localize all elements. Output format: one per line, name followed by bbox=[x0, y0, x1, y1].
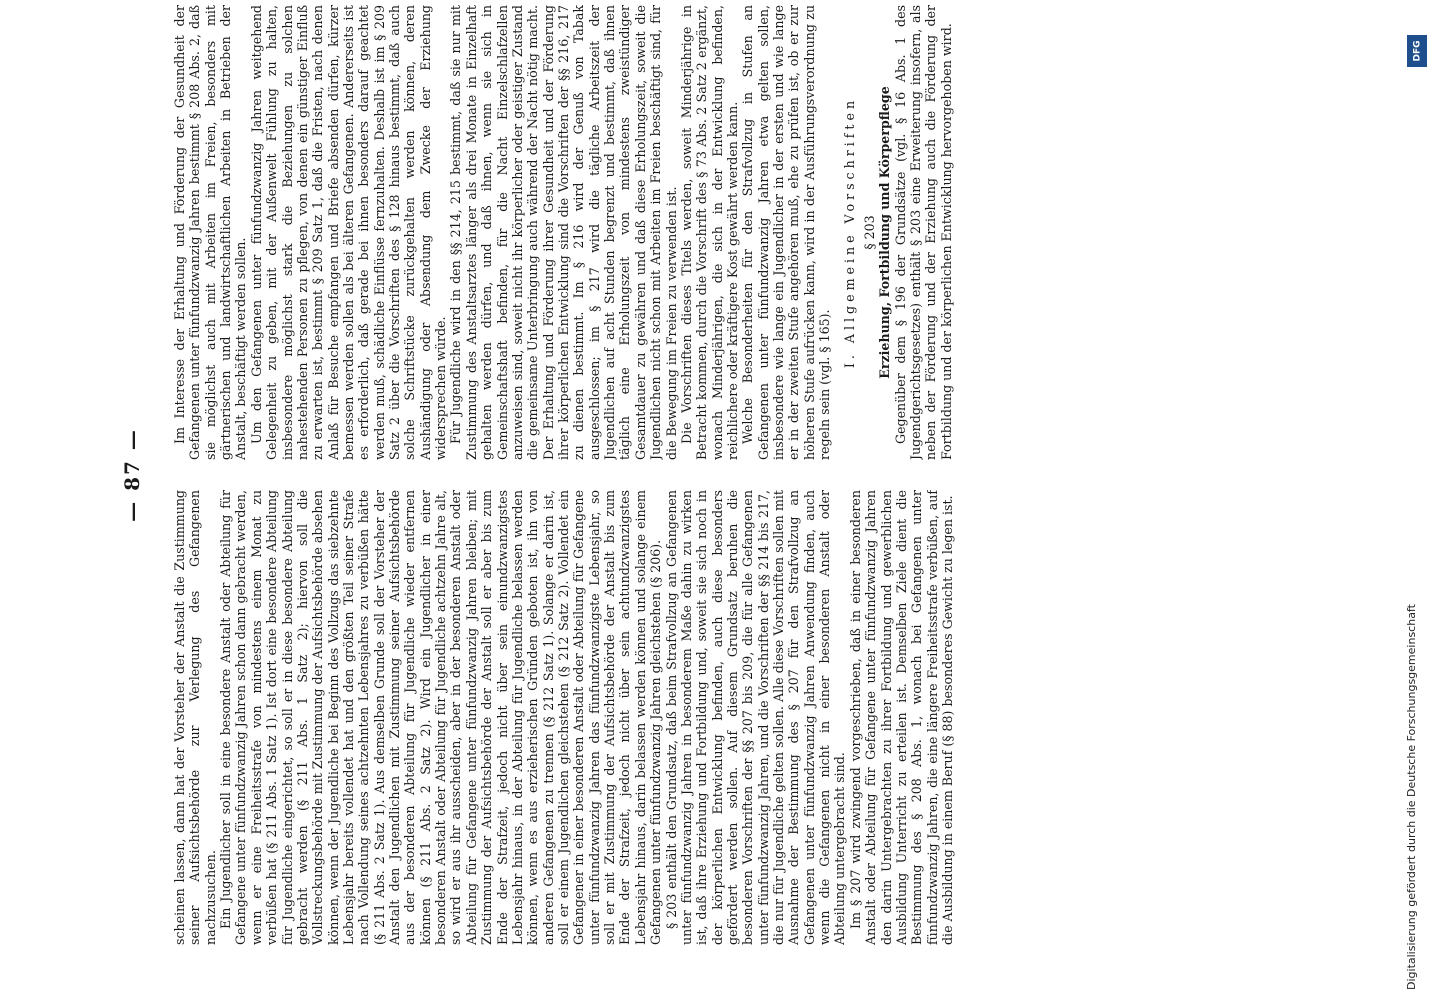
section-heading: I. Allgemeine Vorschriften bbox=[842, 96, 858, 369]
left-paragraph-2: Ein Jugendlicher soll in eine besondere Anstalt oder Abteilung für Gefangene unter fünfundzwanzig Jahren schon dann gebracht werden, wenn er eine Freiheitsstrafe von mindestens einem Monat zu verbüßen hat (§ 211 Abs. 1 Satz 1). Ist dort eine besondere Abteilung für Jugendliche eingerichtet, so soll er in diese besondere Abteilung gebracht werden (§ 211 Abs. 1 Satz 2); hiervon soll die Vollstreckungsbehörde mit Zustimmung der Aufsichtsbehörde absehen können, wenn der Jugendliche bei Beginn des Vollzugs das siebzehnte Lebensjahr bereits vollendet hat und den größten Teil seiner Strafe nach Vollendung seines achtzehnten Lebensjahres zu verbüßen hätte (§ 211 Abs. 2 Satz 1). Aus demselben Grunde soll der Vorsteher der Anstalt den Jugendlichen mit Zustimmung seiner Aufsichtsbehörde aus der besonderen Abteilung für Jugendliche wieder entfernen können (§ 211 Abs. 2 Satz 2). Wird ein Jugendlicher in einer besonderen Anstalt oder Abteilung für Jugendliche achtzehn Jahre alt, so wird er aus ihr ausscheiden, aber in der besonderen Anstalt oder Abteilung für Gefangene unter fünfundzwanzig Jahren bleiben; mit Zustimmung der Aufsichtsbehörde der Anstalt soll er aber bis zum Ende der Strafzeit, jedoch nicht über sein einundzwanzigstes Lebensjahr hinaus, in der Abteilung für Jugendliche belassen werden können, wenn es aus erzieherischen Gründen geboten ist, ihn von anderen Gefangenen zu trennen (§ 212 Satz 1). Solange er darin ist, soll er einem Jugendlichen gleichstehen (§ 212 Satz 2). Vollendet ein Gefangener in einer besonderen Anstalt oder Abteilung für Gefangene unter fünfundzwanzig Jahren das fünfundzwanzigste Lebensjahr, so soll er mit Zustimmung der Aufsichtsbehörde der Anstalt bis zum Ende der Strafzeit, jedoch nicht über sein achtundzwanzigstes Lebensjahr hinaus, darin belassen werden können und solange einem Gefangenen unter fünfundzwanzig Jahren gleichstehen (§ 206). bbox=[218, 490, 664, 945]
right-paragraph-1: Im Interesse der Erhaltung und Förderung der Gesundheit der Gefangenen unter fünfundzwanzig Jahren bestimmt § 208 Abs. 2, daß sie möglichst auch mit Arbeiten im Freien, besonders mit gärtnerischen und landwirtschaftlichen Arbeiten in Betrieben der Anstalt, beschäftigt werden sollen. bbox=[172, 5, 249, 460]
left-paragraph-4: Im § 207 wird zwingend vorgeschrieben, daß in einer besonderen Anstalt oder Abteilung für Gefangene unter fünfundzwanzig Jahren den darin Untergebrachten zu ihrer Fortbildung und gewerblichen Ausbildung Unterricht zu erteilen ist. Demselben Ziele dient die Bestimmung des § 208 Abs. 1, wonach bei Gefangenen unter fünfundzwanzig Jahren, die eine längere Freiheitsstrafe verbüßen, auf die Ausbildung in einem Beruf (§ 88) besonderes Gewicht zu legen ist. bbox=[847, 490, 955, 945]
right-paragraph-3: Für Jugendliche wird in den §§ 214, 215 bestimmt, daß sie nur mit Zustimmung des Anstaltsarztes länger als drei Monate in Einzelhaft gehalten werden dürfen, und daß ihnen, wenn sie sich in Gemeinschaftshaft befinden, für die Nacht Einzelschlafzellen anzuweisen sind, soweit nicht ihr körperlicher oder geistiger Zustand die gemeinsame Unterbringung auch während der Nacht nötig macht. Der Erhaltung und Förderung ihrer Gesundheit und der Förderung ihrer körperlichen Entwicklung sind die Vorschriften der §§ 216, 217 zu dienen bestimmt. Im § 216 wird der Genuß von Tabak ausgeschlossen; im § 217 wird die tägliche Arbeitszeit der Jugendlichen auf acht Stunden begrenzt und bestimmt, daß ihnen täglich eine Erholungszeit von mindestens zweistündiger Gesamtdauer zu gewähren und daß diese Erholungszeit, soweit die Jugendlichen nicht schon mit Arbeiten im Freien beschäftigt sind, für die Bewegung im Freien zu verwenden ist. bbox=[448, 5, 679, 460]
right-paragraph-5: Welche Besonderheiten für den Strafvollzug in Stufen an Gefangenen unter fünfundzwanzig Jahren etwa gelten sollen, insbesondere wie lange ein Jugendlicher in der ersten und wie lange er in der zweiten Stufe angehören muß, ehe zu prüfen ist, ob er zur höheren Stufe aufrücken kann, wird in der Ausführungsverordnung zu regeln sein (vgl. § 165). bbox=[740, 5, 833, 460]
rotated-document-page bbox=[120, 5, 1300, 945]
right-paragraph-4: Die Vorschriften dieses Titels werden, soweit Minderjährige in Betracht kommen, durch die Vorschrift des § 73 Abs. 2 Satz 2 ergänzt, wonach Minderjährigen, die sich in der Entwicklung befinden, reichlichere oder kräftigere Kost gewährt werden kann. bbox=[678, 5, 740, 460]
right-paragraph-6: Gegenüber dem § 196 der Grundsätze (vgl. § 16 Abs. 1 des Jugendgerichtsgesetzes) enthält § 203 eine Erweiterung insofern, als neben der Förderung und der Erziehung auch die Förderung der Fortbildung und der körperlichen Entwicklung hervorgehoben wird. bbox=[892, 5, 954, 460]
left-column bbox=[172, 490, 1292, 945]
dfg-logo: DFG bbox=[1407, 35, 1427, 67]
paragraph-number: § 203 bbox=[861, 215, 877, 250]
page-number: — 87 — bbox=[120, 428, 144, 522]
right-paragraph-2: Um den Gefangenen unter fünfundzwanzig Jahren weitgehend Gelegenheit zu geben, mit der Außenwelt Fühlung zu halten, insbesondere möglichst stark die Beziehungen zu solchen nahestehenden Personen zu pflegen, von denen ein günstiger Einfluß zu erwarten ist, bestimmt § 209 Satz 1, daß die Fristen, nach denen Anlaß für Besuche empfangen und Briefe absenden dürfen, kürzer bemessen werden sollen als bei älteren Gefangenen. Andererseits ist es erforderlich, daß gerade bei ihnen besonders darauf geachtet werden muß, schädliche Einflüsse fernzuhalten. Deshalb ist im § 209 Satz 2 über die Vorschriften des § 128 hinaus bestimmt, daß auch solche Schriftstücke zurückgehalten werden können, deren Aushändigung oder Absendung dem Zwecke der Erziehung widersprechen würde. bbox=[248, 5, 449, 460]
right-column bbox=[172, 5, 1292, 460]
left-paragraph-1: scheinen lassen, dann hat der Vorsteher der Anstalt die Zustimmung seiner Aufsichtsbehörde zur Verlegung des Gefangenen nachzusuchen. bbox=[172, 490, 218, 945]
left-paragraph-3: § 203 enthält den Grundsatz, daß beim Strafvollzug an Gefangenen unter fünfundzwanzig Jahren in besonderem Maße dahin zu wirken ist, daß ihre Erziehung und Fortbildung und, soweit sie sich noch in der körperlichen Entwicklung befinden, auch diese besonders gefördert werden sollen. Auf diesem Grundsatz beruhen die besonderen Vorschriften der §§ 207 bis 209, die für alle Gefangenen unter fünfundzwanzig Jahren, und die Vorschriften der §§ 214 bis 217, die nur für Jugendliche gelten sollen. Alle diese Vorschriften sollen mit Ausnahme der Bestimmung des § 207 für den Strafvollzug an Gefangenen unter fünfundzwanzig Jahren Anwendung finden, auch wenn die Gefangenen nicht in einer besonderen Anstalt oder Abteilung untergebracht sind. bbox=[663, 490, 848, 945]
digitization-note: Digitalisierung gefördert durch die Deutsche Forschungsgemeinschaft bbox=[1405, 604, 1418, 990]
paragraph-title: Erziehung, Fortbildung und Körperpflege bbox=[877, 86, 893, 379]
